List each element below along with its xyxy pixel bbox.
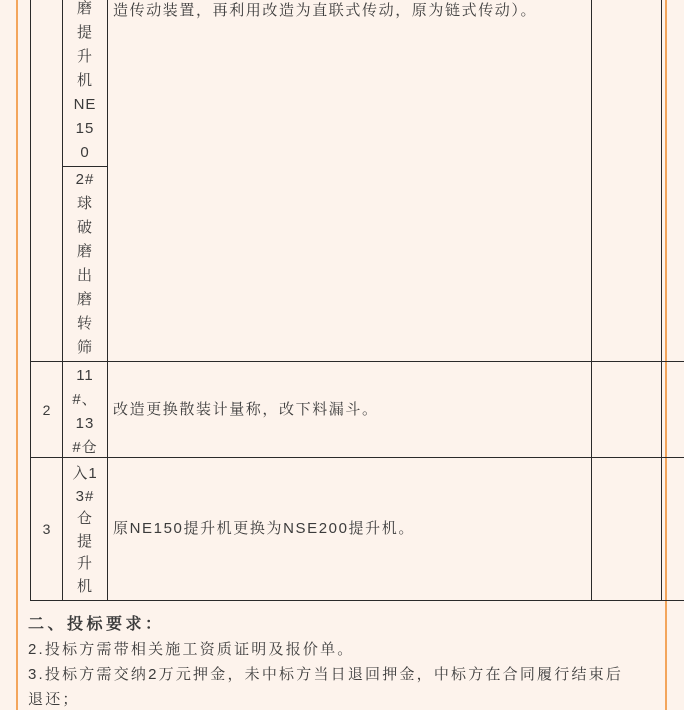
- text-line: 13: [75, 415, 95, 432]
- table-divider-desc-col4: [591, 0, 592, 600]
- row3-item-name: [63, 463, 107, 598]
- text-line: 转: [76, 315, 93, 332]
- page-border-right-line: [665, 0, 667, 710]
- table-divider-name-desc: [107, 0, 108, 600]
- row1-item-name-top: [63, 0, 107, 165]
- row2-number: 2: [42, 401, 51, 418]
- text-line: 球: [76, 195, 93, 212]
- table-divider-col4-col5: [661, 0, 662, 600]
- bid-requirements-heading: 二、投标要求：: [28, 616, 165, 633]
- page-border-left-line: [16, 0, 18, 710]
- text-line: 机: [76, 577, 93, 595]
- text-line: 升: [76, 48, 93, 65]
- text-line: #、: [72, 391, 98, 408]
- bid-requirements-section: [28, 612, 653, 710]
- text-line: 筛: [76, 339, 93, 356]
- text-line: #仓: [72, 439, 98, 456]
- row3-description: 原NE150提升机更换为NSE200提升机。: [113, 520, 415, 537]
- text-line: 仓: [76, 510, 93, 527]
- row2-description: 改造更换散装计量称，改下料漏斗。: [113, 400, 379, 418]
- text-line: NE: [73, 96, 97, 113]
- text-line: 0: [80, 144, 90, 161]
- text-line: 磨: [76, 291, 93, 308]
- requirement-line-3: 3.投标方需交纳2万元押金，未中标方当日退回押金，中标方在合同履行结束后: [28, 666, 624, 683]
- row3-number: 3: [42, 521, 51, 537]
- text-line: 磨: [76, 243, 93, 260]
- requirement-line-3-continued: 退还；: [28, 691, 80, 708]
- text-line: 提: [76, 532, 93, 550]
- row1-description: 造传动装置，再利用改造为直联式传动，原为链式传动）。: [113, 2, 538, 19]
- text-line: 破: [76, 219, 93, 236]
- text-line: 15: [75, 120, 95, 137]
- text-line: 2#: [75, 171, 95, 188]
- text-line: 出: [76, 267, 93, 284]
- row1-item-name-bottom: [63, 168, 107, 360]
- text-line: 磨: [76, 0, 93, 17]
- text-line: 升: [76, 555, 93, 572]
- text-line: 3#: [75, 487, 95, 505]
- table-border-bottom: [30, 600, 684, 601]
- name-subcell-divider: [62, 166, 107, 167]
- text-line: 11: [76, 367, 94, 384]
- text-line: 提: [76, 24, 93, 41]
- text-line: 机: [76, 72, 93, 89]
- text-line: 入1: [72, 465, 98, 482]
- row2-item-name: [63, 364, 107, 460]
- requirement-line-2: 2.投标方需带相关施工资质证明及报价单。: [28, 641, 355, 658]
